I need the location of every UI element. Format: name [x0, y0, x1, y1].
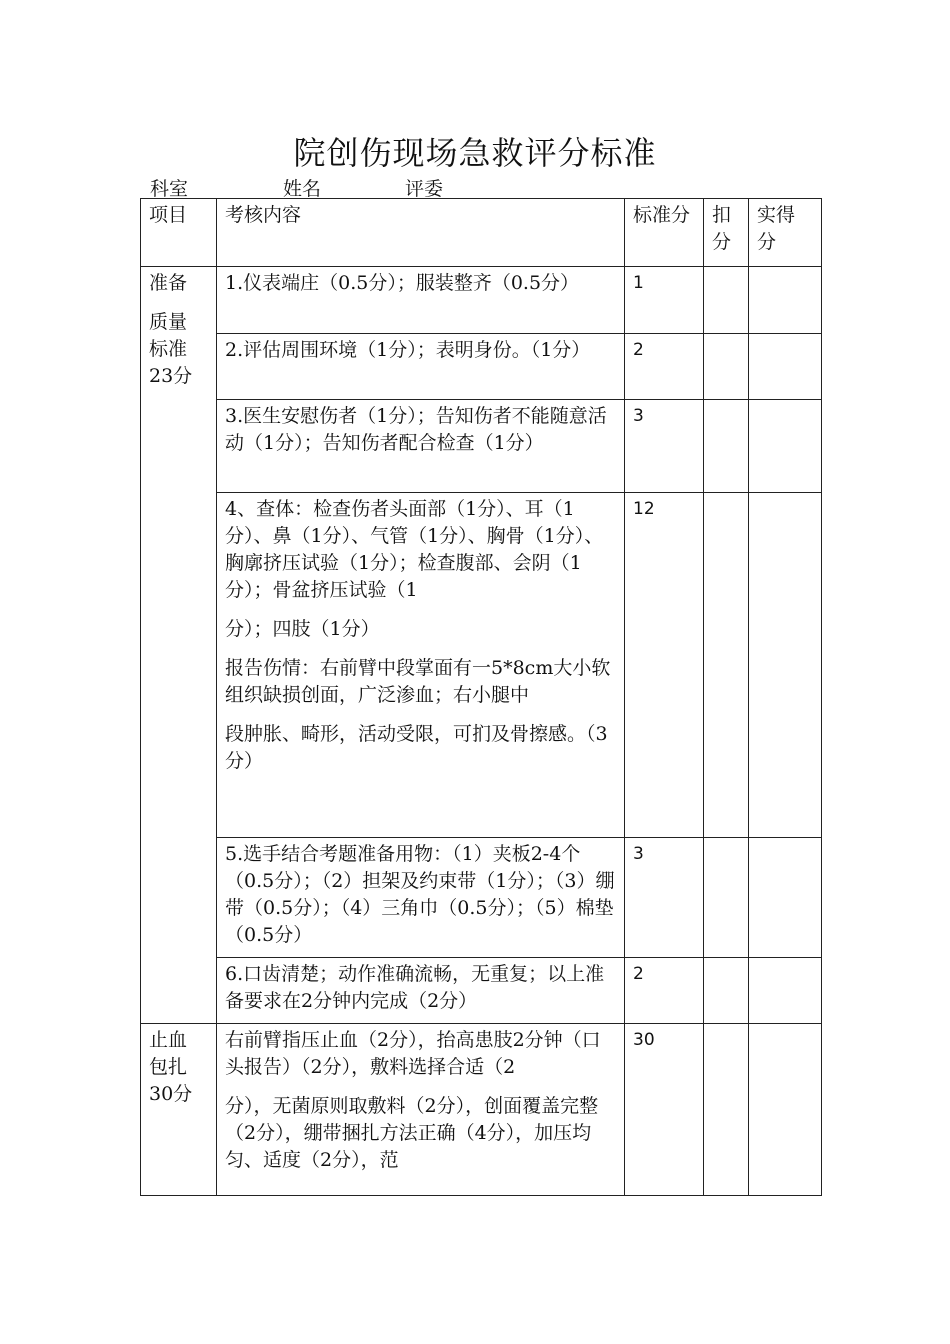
- deduct-cell[interactable]: [704, 334, 749, 400]
- content-cell: [217, 334, 625, 400]
- content-cell: [217, 838, 625, 958]
- content-text: 报告伤情：右前臂中段掌面有一5*8cm大小软组织缺损创面，广泛渗血；右小腿中: [225, 657, 611, 706]
- table-row: [141, 267, 822, 334]
- section-line: 标准: [149, 338, 188, 360]
- standard-score-cell: 12: [625, 493, 704, 838]
- actual-score-cell[interactable]: [749, 267, 822, 334]
- content-text: 右前臂指压止血（2分），抬高患肢2分钟（口头报告）（2分），敷料选择合适（2: [225, 1029, 601, 1078]
- standard-score-cell: 30: [625, 1024, 704, 1196]
- content-text: 分），无菌原则取敷料（2分），创面覆盖完整（2分），绷带捆扎方法正确（4分），加压均匀、适度（2分），范: [225, 1095, 599, 1171]
- header-deduct: 扣分: [704, 199, 749, 267]
- actual-score-cell[interactable]: [749, 838, 822, 958]
- section-hemostasis: [141, 1024, 217, 1196]
- standard-score-cell: 1: [625, 267, 704, 334]
- deduct-cell[interactable]: [704, 493, 749, 838]
- section-line: 止血: [149, 1029, 188, 1051]
- actual-score-cell[interactable]: [749, 400, 822, 493]
- judge-label: 评委: [405, 178, 444, 200]
- content-text: 4、查体：检查伤者头面部（1分）、耳（1分）、鼻（1分）、气管（1分）、胸骨（1分）、胸廓挤压试验（1分）；检查腹部、会阴（1分）；骨盆挤压试验（1: [225, 498, 604, 601]
- actual-score-cell[interactable]: [749, 493, 822, 838]
- name-label: 姓名: [283, 178, 322, 200]
- table-header-row: [141, 199, 822, 267]
- deduct-cell[interactable]: [704, 1024, 749, 1196]
- section-line: 质量: [149, 311, 188, 333]
- actual-score-cell[interactable]: [749, 1024, 822, 1196]
- content-text: 分）；四肢（1分）: [225, 618, 380, 640]
- deduct-cell[interactable]: [704, 838, 749, 958]
- content-text: 5.选手结合考题准备用物：（1）夹板2-4个（0.5分）；（2）担架及约束带（1分）；（3）绷带（0.5分）；（4）三角巾（0.5分）；（5）棉垫（0.5分）: [225, 843, 615, 946]
- content-text: 3.医生安慰伤者（1分）；告知伤者不能随意活动（1分）；告知伤者配合检查（1分）: [225, 405, 607, 454]
- section-preparation: [141, 267, 217, 1024]
- table-row: [141, 838, 822, 958]
- header-standard-score: 标准分: [625, 199, 704, 267]
- department-label: 科室: [150, 178, 189, 200]
- deduct-cell[interactable]: [704, 958, 749, 1024]
- deduct-cell[interactable]: [704, 267, 749, 334]
- content-text: 段肿胀、畸形，活动受限，可扪及骨擦感。（3分）: [225, 723, 608, 772]
- header-content: 考核内容: [217, 199, 625, 267]
- standard-score-cell: 3: [625, 838, 704, 958]
- section-line: 准备: [149, 272, 188, 294]
- standard-score-cell: 3: [625, 400, 704, 493]
- content-text: 6.口齿清楚；动作准确流畅，无重复；以上准备要求在2分钟内完成（2分）: [225, 963, 605, 1012]
- content-text: 2.评估周围环境（1分）；表明身份。（1分）: [225, 339, 591, 361]
- standard-score-cell: 2: [625, 334, 704, 400]
- table-row: [141, 1024, 822, 1196]
- actual-score-cell[interactable]: [749, 958, 822, 1024]
- section-line: 23分: [149, 365, 193, 387]
- actual-score-cell[interactable]: [749, 334, 822, 400]
- standard-score-cell: 2: [625, 958, 704, 1024]
- content-cell: [217, 493, 625, 838]
- table-row: [141, 400, 822, 493]
- table-row: [141, 334, 822, 400]
- header-actual-score: 实得分: [749, 199, 822, 267]
- content-cell: [217, 958, 625, 1024]
- content-cell: [217, 1024, 625, 1196]
- content-cell: [217, 267, 625, 334]
- header-project: 项目: [141, 199, 217, 267]
- section-line: 包扎: [149, 1056, 188, 1078]
- section-line: 30分: [149, 1083, 193, 1105]
- table-row: [141, 493, 822, 838]
- table-row: [141, 958, 822, 1024]
- document-title: 院创伤现场急救评分标准: [293, 134, 657, 172]
- scoring-table: [140, 198, 822, 1196]
- content-text: 1.仪表端庄（0.5分）；服装整齐（0.5分）: [225, 272, 580, 294]
- deduct-cell[interactable]: [704, 400, 749, 493]
- content-cell: [217, 400, 625, 493]
